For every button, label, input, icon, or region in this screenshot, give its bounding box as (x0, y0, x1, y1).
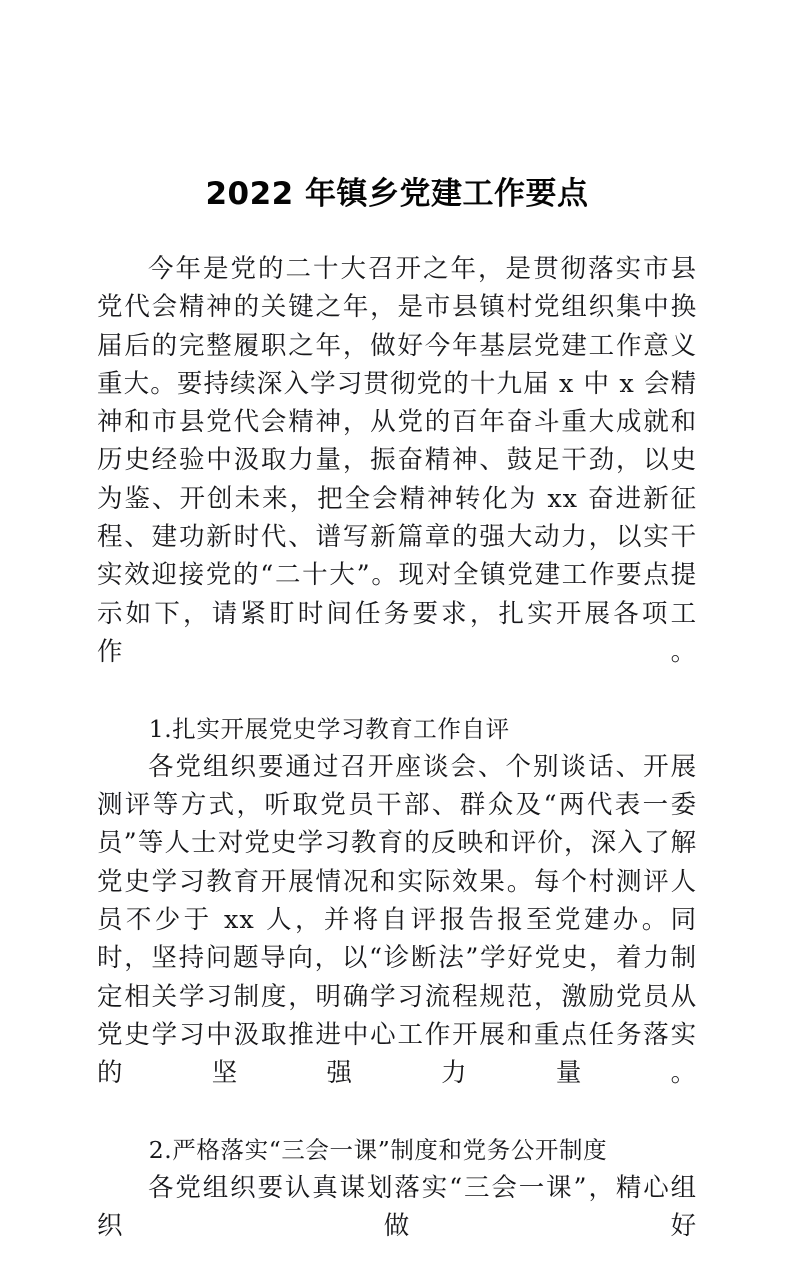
paragraph-section-1: 各党组织要通过召开座谈会、个别谈话、开展测评等方式，听取党员干部、群众及“两代表一委员”等人士对党史学习教育的反映和评价，深入了解党史学习教育开展情况和实际效果。每个村测评人员不少于 xx 人，并将自评报告报至党建办。同时，坚持问题导向，以“诊断法”学好党史，着力制定相关学习制度，明确学习流程规范，激励党员从党史学习中汲取推进中心工作开展和重点任务落实的坚强力量。 (97, 751, 697, 1089)
paragraph-intro: 今年是党的二十大召开之年，是贯彻落实市县党代会精神的关键之年，是市县镇村党组织集中换届后的完整履职之年，做好今年基层党建工作意义重大。要持续深入学习贯彻党的十九届 x 中 x 会精神和市县党代会精神，从党的百年奋斗重大成就和历史经验中汲取力量，振奋精神、鼓足干劲，以史为鉴、开创未来，把全会精神转化为 xx 奋进新征程、建功新时代、谱写新篇章的强大动力，以实干实效迎接党的“二十大”。现对全镇党建工作要点提示如下，请紧盯时间任务要求，扎实开展各项工作。 (97, 254, 697, 667)
section-heading-1: 1.扎实开展党史学习教育工作自评 (148, 714, 510, 743)
section-heading-2: 2.严格落实“三会一课”制度和党务公开制度 (148, 1135, 608, 1164)
paragraph-section-2: 各党组织要认真谋划落实“三会一课”，精心组织做好 (97, 1173, 697, 1242)
page-title: 2022 年镇乡党建工作要点 (205, 176, 589, 212)
document-body (97, 250, 697, 1284)
